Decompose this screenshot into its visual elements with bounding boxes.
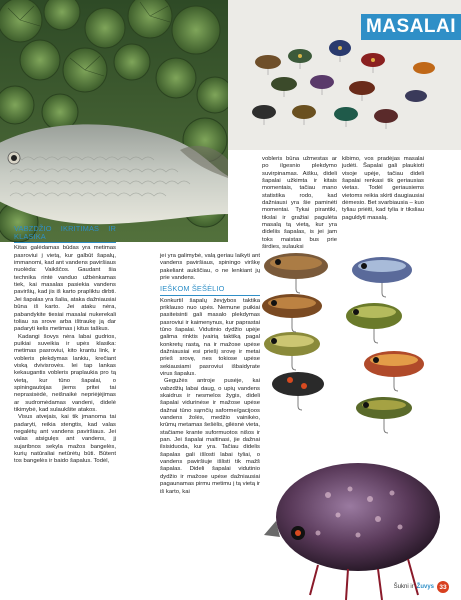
paragraph: jei yra galimybė, valą geriau laikyti ant vandens paviršiaus, spiningo virškę pakeliant aukščiau, o ne lenkiant jų prie vandens.: [160, 253, 260, 282]
article-column-4: [342, 156, 424, 222]
fish-photo-drawing: [0, 0, 228, 242]
section-title-badge: MASALAI: [361, 14, 461, 40]
subheading-search-shadow: IEŠKOM ŠEŠĖLIO: [160, 285, 260, 295]
page-footer: [394, 581, 449, 593]
article-column-1: [14, 225, 116, 466]
paragraph: kibimo, vos pradėjas masalai judėti. Šapalai gali plaukioti visoje upėje, tačiau dideli šapalai renkasi tik geriausias vietas. Todėl geriausiems vietoms reikia skirti daugiausiai dėmesio. Bet svarbiausia – kuo tyliau priėiti, kad tylia ir tiksliau paguldyti masalą.: [342, 156, 424, 221]
paragraph: Visus atvejais, kai tik jmanoma tai padaryti, reikia stengtis, kad valas negalėtų ant vandens paviršiaus. Jei valas atsigulęs ant vandens, jį sujaribnos sekyla mažos bangelės, kurių natūraliai netūrėtų būti. Būtent tos bangelės ir baido šapalus. Todėl,: [14, 414, 116, 465]
footer-brand: Žuvys: [416, 584, 434, 590]
paragraph: Gegužės antroje pusėje, kai vabzdžių labai daug, o upių vandens skaidrus ir nesmelos žygis, dideli šapalai vidurinėse ir mažose upėse dažnai tūno sąrnčių saforme/gacijoos vandens žolės, medžio vainikėo, krūmų metamas šešėlis, gilėsnė vieta, stačiame krante suformuotos nišos ir pan. Jei šapalai maitinasi, jie dažnai ilsisiduoda, kur yra. Tačiau didelis šapalas gali išlosti labai tyliai, o vandens paviršiuje išlisti tik mažš šapalas. Dideli šapalai vidutinio dydžio ir mažose upėse dažniausiai pagaunamas pirmu metimu į tą vietą ir iš karto, kai: [160, 378, 260, 495]
footer-prefix: Šukni ir: [393, 584, 414, 590]
paragraph: vobleris būna užmestas ar po ilgesnio plekdymo suvirpinamas. Aišku, dideli šapalai užkimta ir kitais momentais, tačiau mano statistika rodo, kad dažniausi yra šie paminėti momentai. Tykai pirantiki, tikslai ir gražiai pagulėta masalą tą vietą, kur yra dideliis šapalas, is jei jam toks maistas bus prie širdies, sulauksi: [262, 156, 337, 251]
paragraph: Kitas galėdamas būdas yra metimas pasroviui į vietą, kur galbūt šapalų, immanomi, kad ant vandens paviršiaus nuolėda: Vaikščos. Gaudant šia technika rintė vanduo užbėnkamas tiek, kai masalas pasiekia vandens paviršių, kad jis iš karto prapliktu dirbti. Jei šapalas yra šalia, ataka dažniausiai būna iš karto. Jei ataku nėra, pabandykite tiesiai masalai nukerekali toliau sa srove arba ištraukę ją dar padaryti kelis metimas į kitus taškus.: [14, 245, 116, 333]
paragraph: Konkurtil šapalų ževjybos taktika priklauso nuo upės. Nemune puikiai pasiteisinti gali masalo plekdymas pasroviui ir kaimenynus, kur paprastai tūno šapalai. Vidutinio dydžio upėje galima rinktis įvairią taktiką pagal konkretų rastą, na ir mažose upėse dažniausiai esi priešį srovę ir metai prieš srovę, nes tokiose upėse sekiausiami pasroviui išbaidyrate virus šapalus.: [160, 297, 260, 378]
paragraph: Kadangi šovys nėra labai gudrios, puikiai suveikia ir upės klasika: metimas pasroviui, kito krantu link, ir vobleris plekdymas lankiu, krečiant viską dvivisrovės. Iei tap lankas kekaugantis vobleris praplaukia pro tą vietą, kur tūno šapalai, o spiningautojas jiems pritei tai neprasisėdė, neišnaikė nepriėjėjimas ar sudromėdamas vandeni, didelė tikimybė, kad sulaukšite atakos.: [14, 333, 116, 413]
beetle-lure-drawing: [258, 455, 461, 600]
crankbait-lures-drawing: [256, 246, 456, 466]
article-column-2: [160, 253, 260, 496]
page-number: 33: [437, 581, 449, 593]
crankbait-lures-photo: [256, 246, 456, 466]
beetle-lure-photo: [258, 455, 461, 600]
chub-fish-photo: [0, 0, 228, 242]
subheading-insect-drop: VABZDŽIO IKRITIMAS IR KLASIKA: [14, 225, 116, 243]
article-column-3: [262, 156, 337, 251]
